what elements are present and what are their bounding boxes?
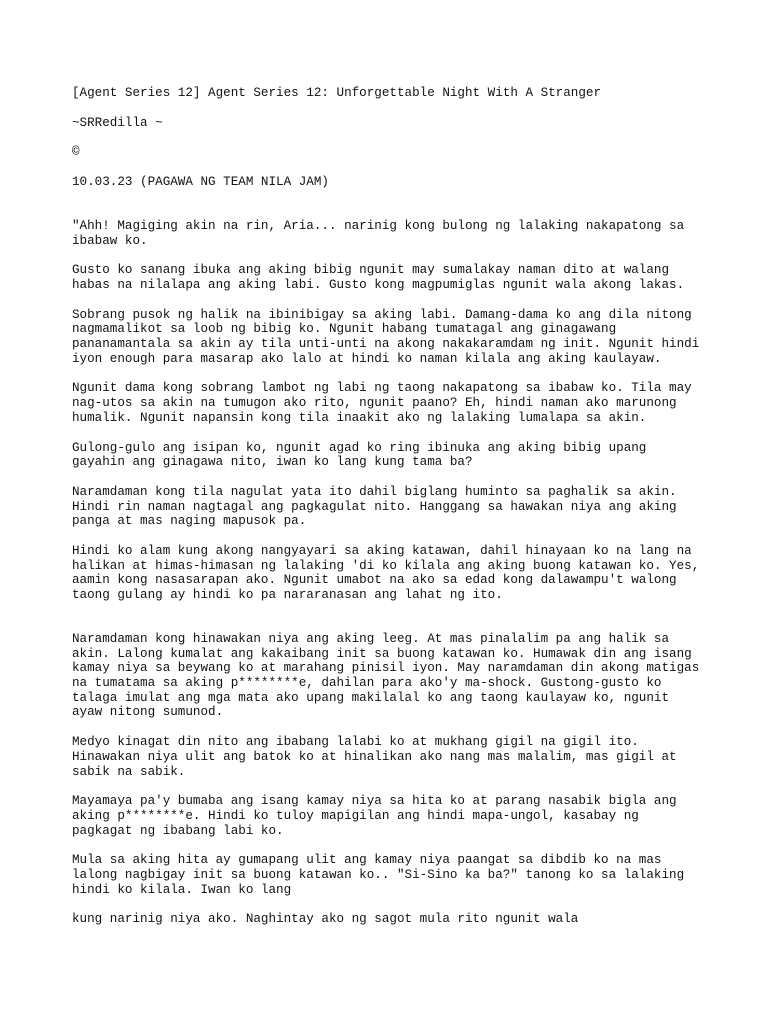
paragraph-line: ayaw nitong sumunod. xyxy=(72,705,224,720)
paragraph-line: gayahin ang ginagawa nito, iwan ko lang kung tama ba? xyxy=(72,455,473,470)
paragraph-line: Sobrang pusok ng halik na ibinibigay sa aking labi. Damang-dama ko ang dila nitong xyxy=(72,307,692,322)
paragraph-line: Naramdaman kong tila nagulat yata ito dahil biglang huminto sa paghalik sa akin. xyxy=(72,484,677,499)
paragraph-line: talaga imulat ang mga mata ako upang makilalal ko ang taong kaulayaw ko, ngunit xyxy=(72,690,670,705)
paragraph-line: lalong nagbigay init sa buong katawan ko.. "Si-Sino ka ba?" tanong ko sa lalaking xyxy=(72,868,685,883)
paragraph xyxy=(72,735,712,779)
paragraph xyxy=(72,912,712,927)
paragraph-line: na tumatama sa aking p********e, dahilan para ako'y ma-shock. Gustong-gusto ko xyxy=(72,675,662,690)
paragraph-line: Naramdaman kong hinawakan niya ang aking leeg. At mas pinalalim pa ang halik sa xyxy=(72,631,670,646)
paragraph xyxy=(72,441,712,470)
paragraph-line: Ngunit dama kong sobrang lambot ng labi ng taong nakapatong sa ibabaw ko. Tila may xyxy=(72,381,692,396)
paragraph-line: halikan at himas-himasan ng lalaking 'di ko kilala ang aking buong katawan ko. Yes, xyxy=(72,558,700,573)
paragraph-line: kamay niya sa beywang ko at marahang pinisil iyon. May naramdaman din akong matigas xyxy=(72,661,700,676)
author-name: ~SRRedilla ~ xyxy=(72,115,163,130)
paragraph-line: Mayamaya pa'y bumaba ang isang kamay niya sa hita ko at parang nasabik bigla ang xyxy=(72,794,677,809)
paragraph-line: iyon enough para masarap ako lalo at hindi ko naman kilala ang aking kaulayaw. xyxy=(72,351,662,366)
paragraph-line: nagmamalikot sa loob ng bibig ko. Ngunit habang tumatagal ang ginagawang xyxy=(72,322,617,337)
paragraph xyxy=(72,308,712,367)
document-title: [Agent Series 12] Agent Series 12: Unforgettable Night With A Stranger xyxy=(72,86,602,100)
paragraph-line: aamin kong nasasarapan ako. Ngunit umabot na ako sa edad kong dalawampu't walong xyxy=(72,573,677,588)
paragraph-line: nag-utos sa akin na tumugon ako rito, ngunit paano? Eh, hindi naman ako marunong xyxy=(72,396,677,411)
paragraph-line: Mula sa aking hita ay gumapang ulit ang kamay niya paangat sa dibdib ko na mas xyxy=(72,853,662,868)
paragraph-line: kung narinig niya ako. Naghintay ako ng sagot mula rito ngunit wala xyxy=(72,912,579,927)
paragraph-line: habas na nilalapa ang aking labi. Gusto kong magpumiglas ngunit wala akong lakas. xyxy=(72,277,685,292)
paragraph-line: taong gulang ay hindi ko pa nararanasan ang lahat ng ito. xyxy=(72,588,503,603)
paragraph-line: panga at mas naging mapusok pa. xyxy=(72,514,307,529)
paragraph-line: Gulong-gulo ang isipan ko, ngunit agad ko ring ibinuka ang aking bibig upang xyxy=(72,440,647,455)
paragraph-line: Medyo kinagat din nito ang ibabang lalabi ko at mukhang gigil na gigil ito. xyxy=(72,735,639,750)
paragraph xyxy=(72,485,712,529)
paragraph-line: Hinawakan niya ulit ang batok ko at hinalikan ako nang mas malalim, mas gigil at xyxy=(72,749,677,764)
paragraph-line: "Ahh! Magiging akin na rin, Aria... narinig kong bulong ng lalaking nakapatong sa xyxy=(72,218,685,233)
paragraph xyxy=(72,544,712,603)
paragraph xyxy=(72,853,712,897)
paragraph xyxy=(72,381,712,425)
paragraph xyxy=(72,632,712,720)
paragraph-line: Hindi rin naman nagtagal ang pagkagulat nito. Hanggang sa hawakan niya ang aking xyxy=(72,499,677,514)
date-note: 10.03.23 (PAGAWA NG TEAM NILA JAM) xyxy=(72,175,329,190)
paragraph-line: hindi ko kilala. Iwan ko lang xyxy=(72,882,292,897)
paragraph-line: aking p********e. Hindi ko tuloy mapigilan ang hindi mapa-ungol, kasabay ng xyxy=(72,808,639,823)
copyright-symbol: © xyxy=(72,145,80,160)
paragraph-line: humalik. Ngunit napansin kong tila inaakit ako ng lalaking lumalapa sa akin. xyxy=(72,410,647,425)
paragraph-line: ibabaw ko. xyxy=(72,233,148,248)
paragraph-line: Hindi ko alam kung akong nangyayari sa aking katawan, dahil hinayaan ko na lang na xyxy=(72,544,692,559)
paragraph xyxy=(72,263,712,292)
paragraph-line: pananamantala sa akin ay tila unti-unti na akong nakakaramdam ng init. Ngunit hindi xyxy=(72,337,700,352)
document-page xyxy=(72,86,712,927)
paragraph xyxy=(72,794,712,838)
paragraph-line: Gusto ko sanang ibuka ang aking bibig ngunit may sumalakay naman dito at walang xyxy=(72,263,670,278)
paragraph xyxy=(72,219,712,248)
paragraph-line: akin. Lalong kumalat ang kakaibang init sa buong katawan ko. Humawak din ang isang xyxy=(72,646,692,661)
paragraph-line: pagkagat ng ibabang labi ko. xyxy=(72,823,284,838)
paragraph-line: sabik na sabik. xyxy=(72,764,186,779)
